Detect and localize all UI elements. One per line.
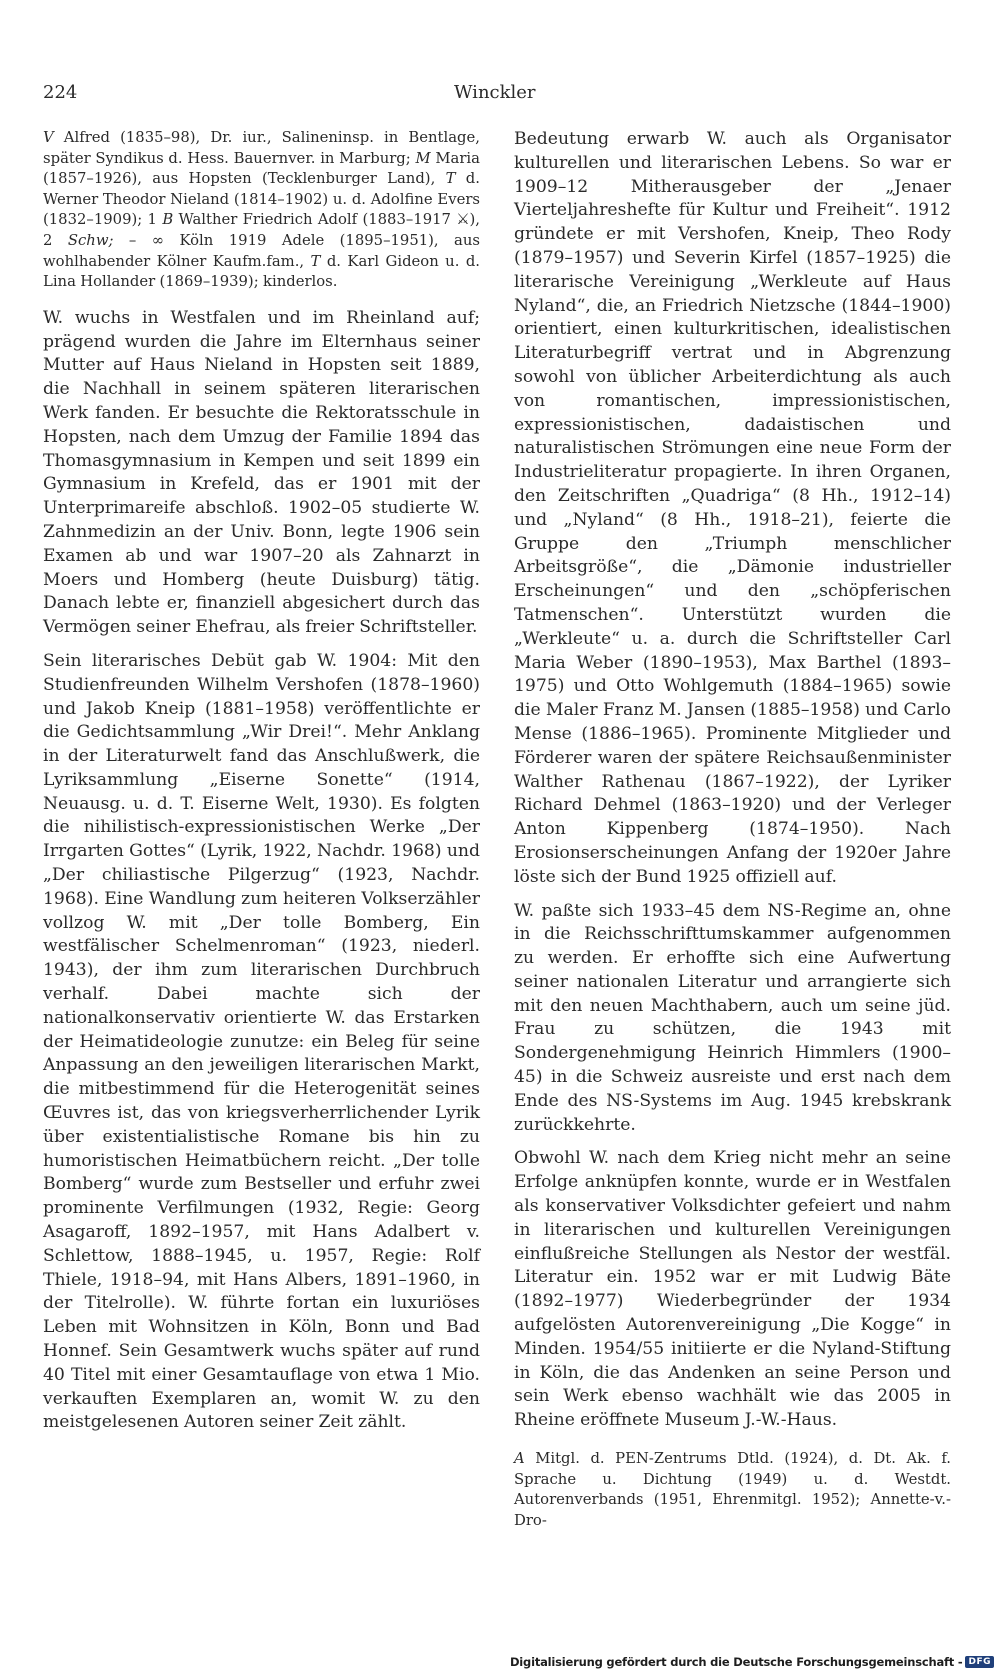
father-text: Alfred (1835–98), Dr. iur., Salineninsp. in Bentlage, später Syndikus d. Hess. Bauernver. in Marburg;: [43, 129, 480, 167]
brother-marker: B: [162, 211, 174, 229]
running-head: Winckler: [454, 82, 536, 103]
page-number: 224: [43, 82, 78, 103]
marriage-text: – ∞ Köln 1919 Adele (1895–1951), aus wohlhabender Kölner Kaufm.fam.,: [43, 231, 480, 270]
mother-marker: M: [415, 149, 431, 167]
awards-text: Mitgl. d. PEN-Zentrums Dtld. (1924), d. Dt. Ak. f. Sprache u. Dichtung (1949) u. d. Westdt. Autorenverbands (1951, Ehrenmitgl. 1952); Annette-v.-Dro-: [514, 1450, 951, 1529]
biography-paragraph: Sein literarisches Debüt gab W. 1904: Mit den Studienfreunden Wilhelm Vershofen (1878–1960) und Jakob Kneip (1881–1958) veröffentlichte er die Gedichtsammlung „Wir Drei!“. Mehr Anklang in der Literaturwelt fand das Anschlußwerk, die Lyriksammlung „Eiserne Sonette“ (1914, Neuausg. u. d. T. Eiserne Welt, 1930). Es folgten die nihilistisch-expressionistischen Werke „Der Irrgarten Gottes“ (Lyrik, 1922, Nachdr. 1968) und „Der chiliastische Pilgerzug“ (1923, Nachdr. 1968). Eine Wandlung zum heiteren Volkserzähler vollzog W. mit „Der tolle Bomberg, Ein westfälischer Schelmenroman“ (1923, niederl. 1943), der ihm zum literarischen Durchbruch verhalf. Dabei machte sich der nationalkonservativ orientierte W. das Erstarken der Heimatideologie zunutze: ein Beleg für seine Anpassung an den jeweiligen literarischen Markt, die mitbestimmend für die Heterogenität seines Œuvres ist, das von kriegsverherrlichender Lyrik über existentialistische Romane bis hin zu humoristischen Heimatbüchern reicht. „Der tolle Bomberg“ wurde zum Bestseller und erfuhr zwei prominente Verfilmungen (1932, Regie: Georg Asagaroff, 1892–1957, mit Hans Adalbert v. Schlettow, 1888–1945, u. 1957, Regie: Rolf Thiele, 1918–94, mit Hans Albers, 1891–1960, in der Titelrolle). W. führte fortan ein luxuriöses Leben mit Wohnsitzen in Köln, Bonn und Bad Honnef. Sein Gesamtwerk wuchs später auf rund 40 Titel mit einer Gesamtauflage von etwa 1 Mio. verkauften Exemplaren an, womit W. zu den meistgelesenen Autoren seiner Zeit zählt.: [43, 650, 480, 1433]
digitization-credit: [510, 1655, 994, 1669]
awards-block: [514, 1449, 951, 1531]
dfg-logo: DFG: [965, 1656, 994, 1668]
grandparents-text: d. Werner Theodor Nieland (1814–1902) u. d. Adolfine Evers (1832–1909); 1: [43, 170, 480, 229]
wife-parents-text: d. Karl Gideon u. d. Lina Hollander (1869–1939); kinderlos.: [43, 252, 480, 291]
mother-text: Maria (1857–1926), aus Hopsten (Tecklenburger Land),: [43, 149, 480, 188]
wife-parent-marker: T: [310, 252, 321, 270]
biography-paragraph: W. paßte sich 1933–45 dem NS-Regime an, ohne in die Reichsschrifttumskammer aufgenommen zu werden. Er erhoffte sich eine Aufwertung seiner nationalen Literatur und arrangierte sich mit den neuen Machthabern, auch um seine jüd. Frau zu schützen, die 1943 mit Sondergenehmigung Heinrich Himmlers (1900–45) in die Schweiz ausreiste und erst nach dem Ende des NS-Systems im Aug. 1945 krebskrank zurückkehrte.: [514, 900, 951, 1135]
left-column: [43, 128, 480, 1435]
awards-marker: A: [514, 1450, 525, 1468]
right-column: [514, 128, 951, 1531]
digitization-credit-text: Digitalisierung gefördert durch die Deutsche Forschungsgemeinschaft -: [509, 1655, 963, 1669]
brother-text: Walther Friedrich Adolf (1883–1917 ⚔), 2: [43, 211, 480, 249]
daughter-marker: T: [445, 170, 456, 188]
genealogy-block: [43, 128, 480, 293]
father-marker: V: [43, 129, 54, 146]
biography-paragraph: Bedeutung erwarb W. auch als Organisator kulturellen und literarischen Lebens. So war er 1909–12 Mitherausgeber der „Jenaer Vierteljahreshefte für Kultur und Freiheit“. 1912 gründete er mit Vershofen, Kneip, Theo Rody (1879–1957) und Severin Kirfel (1857–1925) die literarische Vereinigung „Werkleute auf Haus Nyland“, die, an Friedrich Nietzsche (1844–1900) orientiert, einen kulturkritischen, idealistischen Literaturbegriff vertrat und in Abgrenzung sowohl von üblicher Arbeiterdichtung als auch von romantischen, impressionistischen, expressionistischen, dadaistischen und naturalistischen Strömungen eine neue Form der Industrieliteratur propagierte. In ihren Organen, den Zeitschriften „Quadriga“ (8 Hh., 1912–14) und „Nyland“ (8 Hh., 1918–21), feierte die Gruppe den „Triumph menschlicher Arbeitsgröße“, die „Dämonie industrieller Erscheinungen“ und den „schöpferischen Tatmenschen“. Unterstützt wurden die „Werkleute“ u. a. durch die Schriftsteller Carl Maria Weber (1890–1953), Max Barthel (1893–1975) und Otto Wohlgemuth (1884–1965) sowie die Maler Franz M. Jansen (1885–1958) und Carlo Mense (1886–1965). Prominente Mitglieder und Förderer waren der spätere Reichsaußenminister Walther Rathenau (1867–1922), der Lyriker Richard Dehmel (1863–1920) und der Verleger Anton Kippenberg (1874–1950). Nach Erosionserscheinungen Anfang der 1920er Jahre löste sich der Bund 1925 offiziell auf.: [514, 129, 951, 887]
sister-marker: Schw;: [67, 231, 114, 249]
biography-paragraph: W. wuchs in Westfalen und im Rheinland auf; prägend wurden die Jahre im Elternhaus seiner Mutter auf Haus Nieland in Hopsten seit 1889, die Nachhall in seinem späteren literarischen Werk fanden. Er besuchte die Rektoratsschule in Hopsten, nach dem Umzug der Familie 1894 das Thomasgymnasium in Kempen und seit 1899 ein Gymnasium in Krefeld, das er 1901 mit der Unterprimareife abschloß. 1902–05 studierte W. Zahnmedizin an der Univ. Bonn, legte 1906 sein Examen ab und war 1907–20 als Zahnarzt in Moers und Homberg (heute Duisburg) tätig. Danach lebte er, finanziell abgesichert durch das Vermögen seiner Ehefrau, als freier Schriftsteller.: [43, 307, 480, 638]
biography-paragraph: Obwohl W. nach dem Krieg nicht mehr an seine Erfolge anknüpfen konnte, wurde er in Westfalen als konservativer Volksdichter gefeiert und nahm in literarischen und kulturellen Vereinigungen einflußreiche Stellungen als Nestor der westfäl. Literatur ein. 1952 war er mit Ludwig Bäte (1892–1977) Wiederbegründer der 1934 aufgelösten Autorenvereinigung „Die Kogge“ in Minden. 1954/55 initiierte er die Nyland-Stiftung in Köln, die das Andenken an seine Person und sein Werk ebenso wachhält wie das 2005 in Rheine eröffnete Museum J.-W.-Haus.: [514, 1148, 951, 1431]
